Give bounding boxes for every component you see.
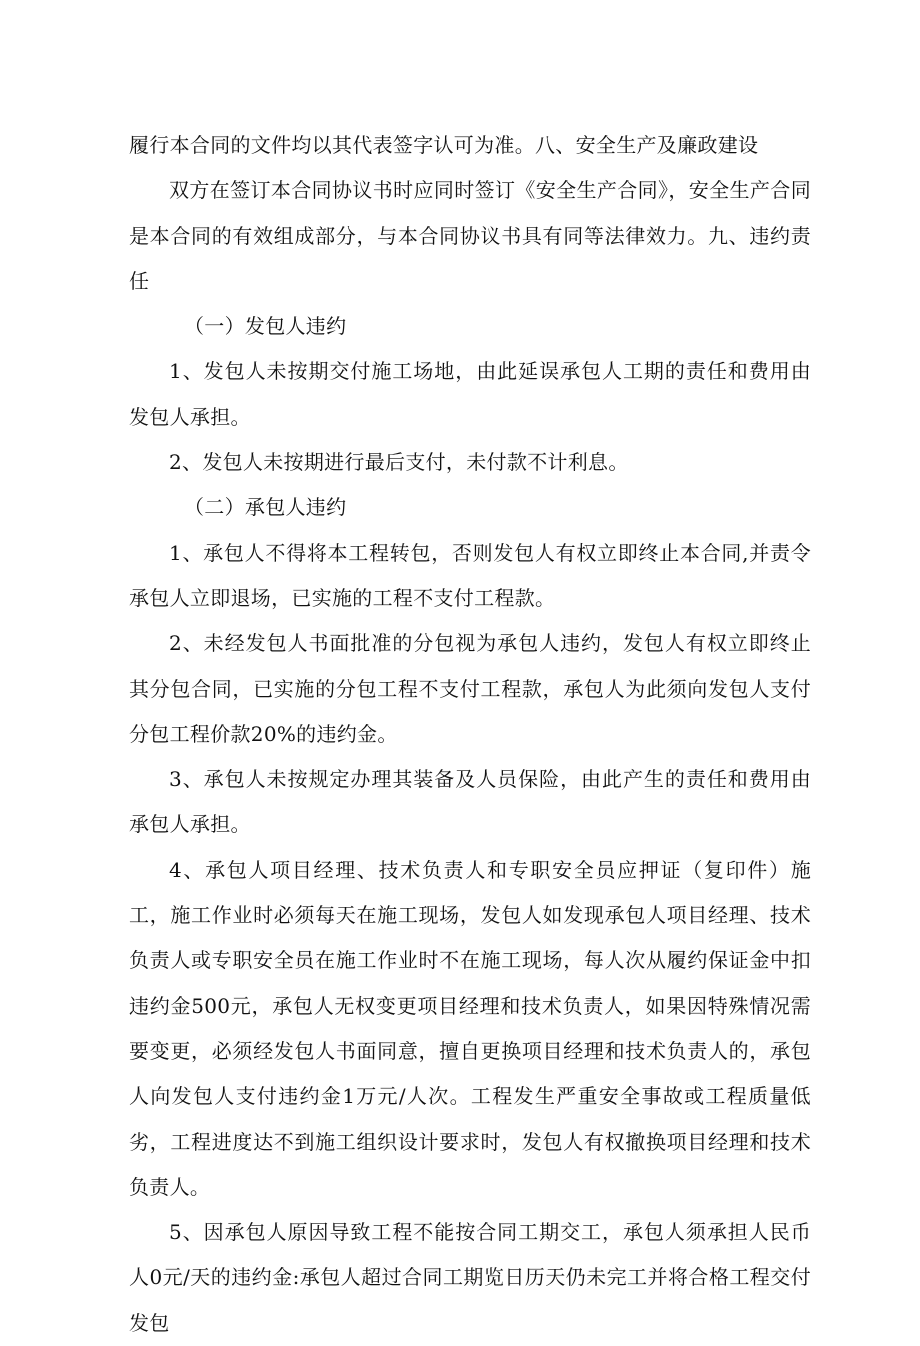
paragraph-contract-documents: 履行本合同的文件均以其代表签字认可为准。八、安全生产及廉政建设	[129, 133, 759, 157]
heading-contractor-breach: （二）承包人违约	[184, 495, 347, 520]
paragraph-contractor-breach-1: 1、承包人不得将本工程转包，否则发包人有权立即终止本合同,并责令承包人立即退场，已实施的工程不支付工程款。	[129, 540, 811, 610]
paragraph-safety-contract: 双方在签订本合同协议书时应同时签订《安全生产合同》，安全生产合同是本合同的有效组成部分，与本合同协议书具有同等法律效力。九、违约责任	[129, 178, 811, 293]
heading-employer-breach: （一）发包人违约	[184, 314, 347, 339]
paragraph-employer-breach-1: 1、发包人未按期交付施工场地，由此延误承包人工期的责任和费用由发包人承担。	[129, 359, 811, 429]
paragraph-contractor-breach-3: 3、承包人未按规定办理其装备及人员保险，由此产生的责任和费用由承包人承担。	[129, 767, 811, 837]
paragraph-contractor-breach-4: 4、承包人项目经理、技术负责人和专职安全员应押证（复印件）施工，施工作业时必须每天在施工现场，发包人如发现承包人项目经理、技术负责人或专职安全员在施工作业时不在施工现场，每人次从履约保证金中扣违约金500元，承包人无权变更项目经理和技术负责人，如果因特殊情况需要变更，必须经发包人书面同意，擅自更换项目经理和技术负责人的，承包人向发包人支付违约金1万元/人次。工程发生严重安全事故或工程质量低劣，工程进度达不到施工组织设计要求时，发包人有权撤换项目经理和技术负责人。	[129, 857, 811, 1199]
paragraph-employer-breach-2: 2、发包人未按期进行最后支付，未付款不计利息。	[169, 450, 629, 475]
document-body	[129, 123, 811, 1346]
paragraph-contractor-breach-2: 2、未经发包人书面批准的分包视为承包人违约，发包人有权立即终止其分包合同，已实施的分包工程不支付工程款，承包人为此须向发包人支付分包工程价款20%的违约金。	[129, 631, 811, 746]
paragraph-contractor-breach-5: 5、因承包人原因导致工程不能按合同工期交工，承包人须承担人民币人0元/天的违约金:承包人超过合同工期览日历天仍未完工并将合格工程交付发包	[129, 1220, 811, 1335]
